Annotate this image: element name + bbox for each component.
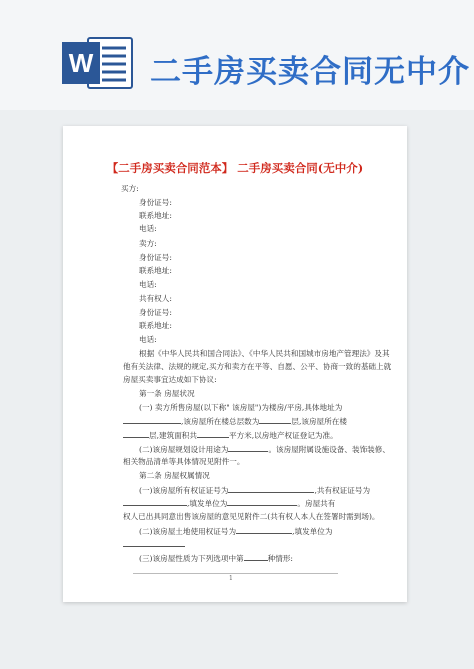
blank-field (228, 444, 268, 452)
seller-id: 身份证号: (139, 253, 172, 262)
article-1-clause: 层,建筑面积共 平方米,以房地产权证登记为准。 (123, 430, 338, 440)
article-2-clause: ,填发单位为 。房屋共有 (123, 498, 335, 508)
page-number: 1 (229, 575, 233, 582)
buyer-label: 买方: (121, 184, 139, 193)
article-1-clause: (一) 卖方所售房屋(以下称" 该房屋")为楼房/平房,具体地址为 (139, 403, 343, 412)
article-1-title: 第一条 房屋状况 (139, 389, 195, 398)
blank-field (228, 485, 314, 493)
article-1-clause: (二)该房屋规划设计用途为 。该房屋附属设施设备、装饰装修、 (139, 445, 390, 454)
word-document-icon (62, 34, 134, 92)
preamble-line: 他有关法律、法规的规定,买方和卖方在平等、自愿、公平、协商一致的基础上就 (123, 362, 392, 371)
banner (0, 0, 474, 110)
blank-field (123, 539, 185, 547)
article-2-clause: (三)该房屋性质为下列选项中第 种情形: (139, 554, 293, 563)
page-title: 二手房买卖合同无中介 (150, 54, 470, 90)
document-title: 【二手房买卖合同范本】 二手房买卖合同(无中介) (106, 161, 364, 175)
blank-field (123, 498, 187, 506)
article-2-clause (123, 539, 185, 549)
co-owner-phone: 电话: (139, 335, 157, 344)
seller-label: 卖方: (139, 239, 157, 248)
co-owner-label: 共有权人: (139, 294, 172, 303)
co-owner-id: 身份证号: (139, 308, 172, 317)
co-owner-address: 联系地址: (139, 321, 172, 330)
seller-address: 联系地址: (139, 266, 172, 275)
blank-field (244, 553, 268, 561)
word-logo-letter: W (68, 48, 94, 78)
blank-field (123, 416, 181, 424)
article-2-clause: 权人已出具同意出售该房屋的意见见附件二(共有权人本人在签署时需到场)。 (123, 512, 380, 521)
blank-field (227, 498, 297, 506)
seller-phone: 电话: (139, 280, 157, 289)
blank-field (123, 430, 149, 438)
article-1-clause: 相关物品清单等具体情况见附件一。 (123, 457, 245, 466)
preamble-line: 房屋买卖事宜达成如下协议: (123, 375, 217, 384)
blank-field (259, 416, 291, 424)
document-page (63, 126, 407, 602)
article-2-clause: (二)该房屋土地使用权证号为 ,填发单位为 (139, 527, 333, 536)
buyer-id: 身份证号: (139, 198, 172, 207)
buyer-address: 联系地址: (139, 211, 172, 220)
footer-divider (133, 573, 338, 574)
article-2-title: 第二条 房屋权属情况 (139, 471, 210, 480)
blank-field (236, 526, 292, 534)
article-1-clause: ,该房屋所在楼总层数为 层,该房屋所在楼 (123, 416, 347, 426)
preamble-line: 根据《中华人民共和国合同法》、《中华人民共和国城市房地产管理法》及其 (139, 349, 390, 358)
article-2-clause: (一)该房屋所有权证证号为 ,共有权证证号为 (139, 486, 371, 495)
buyer-phone: 电话: (139, 224, 157, 233)
blank-field (197, 430, 229, 438)
